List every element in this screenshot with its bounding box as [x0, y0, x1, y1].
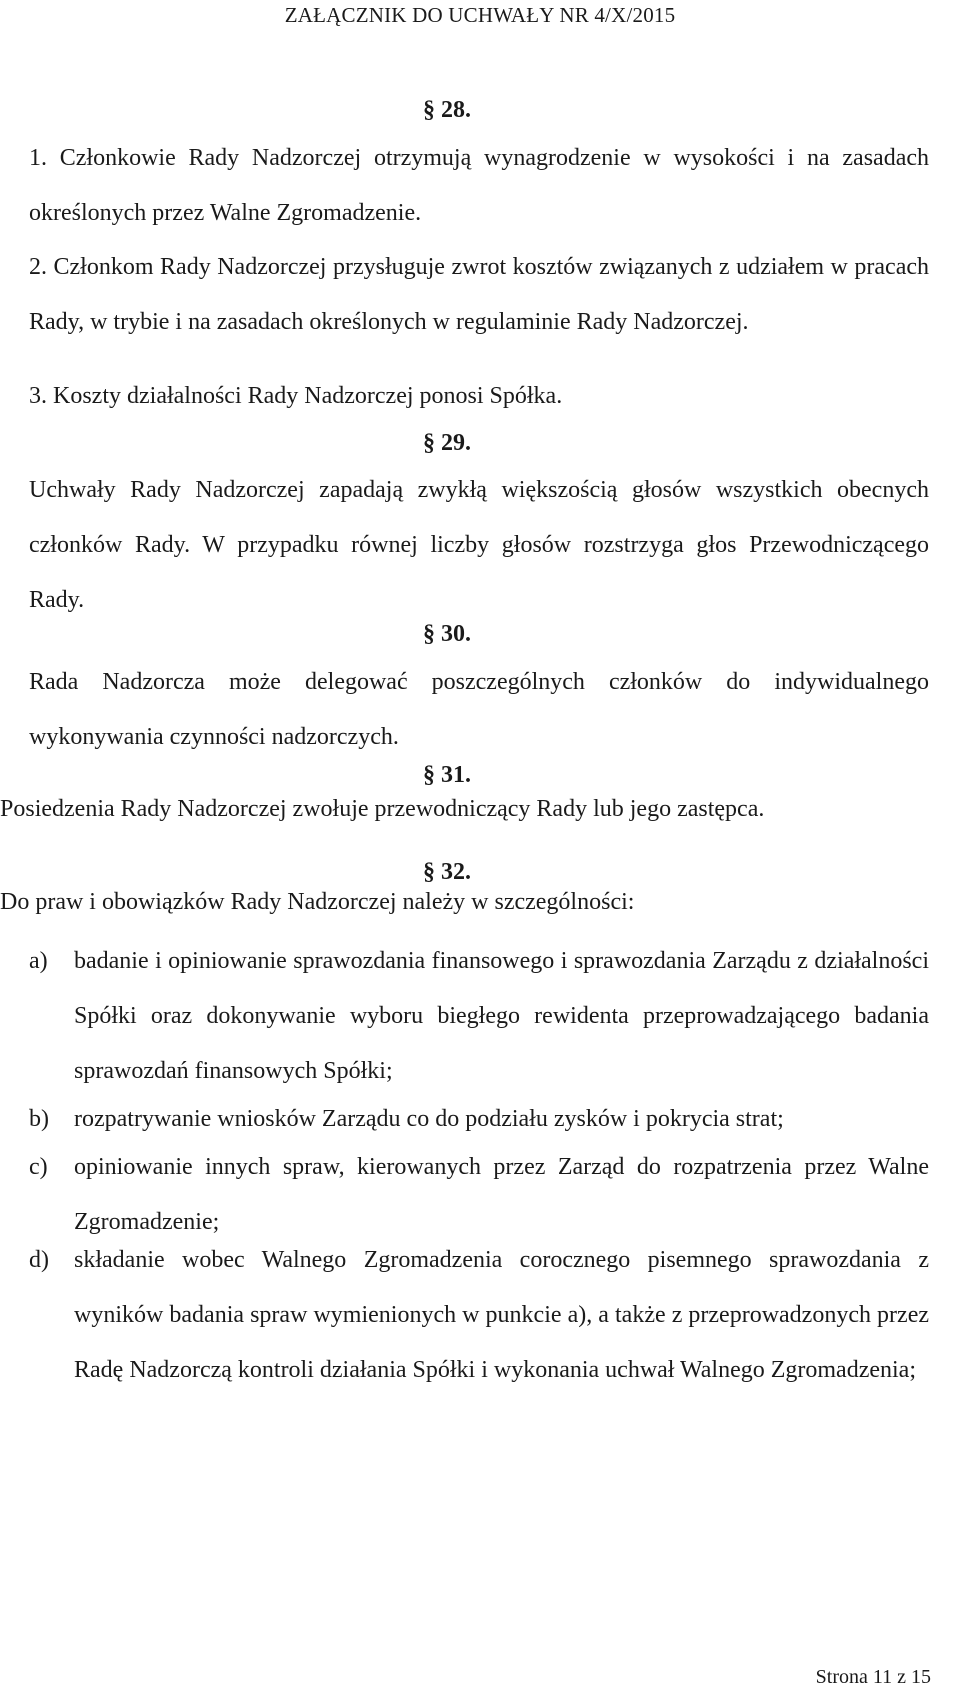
section-28-point-1: 1. Członkowie Rady Nadzorczej otrzymują wynagrodzenie w wysokości i na zasadach określonych przez Walne Zgromadzenie.	[29, 145, 929, 226]
list-item-text: opiniowanie innych spraw, kierowanych przez Zarząd do rozpatrzenia przez Walne Zgromadzenie;	[74, 1154, 929, 1235]
section-28-title: § 28.	[423, 97, 471, 123]
section-29-text: Uchwały Rady Nadzorczej zapadają zwykłą większością głosów wszystkich obecnych członków Rady. W przypadku równej liczby głosów rozstrzyga głos Przewodniczącego Rady.	[29, 477, 929, 613]
section-28-point-3: 3. Koszty działalności Rady Nadzorczej ponosi Spółka.	[29, 383, 563, 409]
section-32-intro: Do praw i obowiązków Rady Nadzorczej należy w szczególności:	[0, 889, 635, 915]
page-number: Strona 11 z 15	[815, 1666, 931, 1688]
section-30-text: Rada Nadzorcza może delegować poszczególnych członków do indywidualnego wykonywania czynności nadzorczych.	[29, 669, 929, 750]
list-item-letter: d)	[29, 1247, 49, 1273]
list-item-text: rozpatrywanie wniosków Zarządu co do podziału zysków i pokrycia strat;	[74, 1106, 784, 1132]
section-30-title: § 30.	[423, 621, 471, 647]
section-29-title: § 29.	[423, 430, 471, 456]
section-32-title: § 32.	[423, 859, 471, 885]
section-28-point-2: 2. Członkom Rady Nadzorczej przysługuje zwrot kosztów związanych z udziałem w pracach Rady, w trybie i na zasadach określonych w regulaminie Rady Nadzorczej.	[29, 254, 929, 335]
list-item-letter: c)	[29, 1154, 48, 1180]
list-item-text: składanie wobec Walnego Zgromadzenia corocznego pisemnego sprawozdania z wyników badania spraw wymienionych w punkcie a), a także z przeprowadzonych przez Radę Nadzorczą kontroli działania Spółki i wykonania uchwał Walnego Zgromadzenia;	[74, 1247, 929, 1383]
section-31-text: Posiedzenia Rady Nadzorczej zwołuje przewodniczący Rady lub jego zastępca.	[0, 796, 765, 822]
page-header: ZAŁĄCZNIK DO UCHWAŁY NR 4/X/2015	[284, 3, 676, 27]
list-item-letter: a)	[29, 948, 48, 974]
list-item-letter: b)	[29, 1106, 49, 1132]
list-item-text: badanie i opiniowanie sprawozdania finansowego i sprawozdania Zarządu z działalności Spółki oraz dokonywanie wyboru biegłego rewidenta przeprowadzającego badania sprawozdań finansowych Spółki;	[74, 948, 929, 1084]
section-31-title: § 31.	[423, 762, 471, 788]
